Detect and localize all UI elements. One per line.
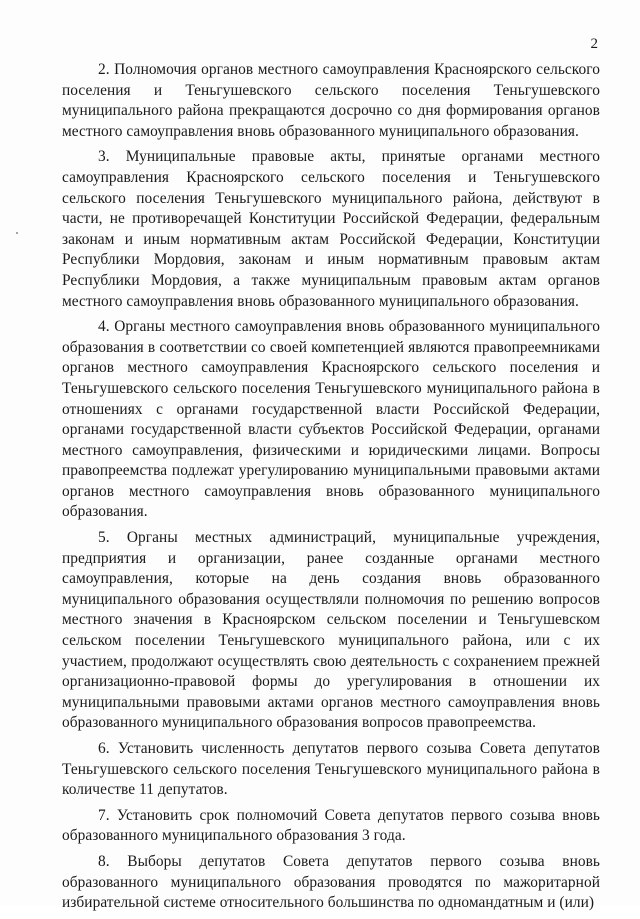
paragraph-8: 8. Выборы депутатов Совета депутатов первого созыва вновь образованного муниципального образования проводятся по мажоритарной избирательной системе относительного большинства по одномандатным и (или) [62, 852, 600, 912]
paragraph-6: 6. Установить численность депутатов первого созыва Совета депутатов Теньгушевского сельского поселения Теньгушевского муниципального района в количестве 11 депутатов. [62, 740, 600, 799]
page-number: 2 [590, 36, 598, 52]
paragraph-3: 3. Муниципальные правовые акты, принятые органами местного самоуправления Красноярского сельского поселения и Теньгушевского сельского поселения Теньгушевского муниципального района, действуют в части, не противоречащей Конституции Российской Федерации, федеральным законам и иным нормативным актам Российской Федерации, Конституции Республики Мордовия, законам и иным нормативным правовым актам Республики Мордовия, а также муниципальным правовым актам органов местного самоуправления вновь образованного муниципального образования. [62, 148, 600, 310]
scan-speck [16, 232, 18, 234]
paragraph-5: 5. Органы местных администраций, муниципальные учреждения, предприятия и организации, ранее созданные органами местного самоуправления, которые на день создания вновь образованного муниципального образования осуществляли полномочия по решению вопросов местного значения в Красноярском сельском поселении и Теньгушевском сельском поселении Теньгушевского муниципального района, или с их участием, продолжают осуществлять свою деятельность с сохранением прежней организационно-правовой формы до урегулирования в отношении их муниципальными правовыми актами органов местного самоуправления вновь образованного муниципального образования вопросов правопреемства. [62, 529, 600, 732]
paragraph-2: 2. Полномочия органов местного самоуправления Красноярского сельского поселения и Теньгушевского сельского поселения Теньгушевского муниципального района прекращаются досрочно со дня формирования органов местного самоуправления вновь образованного муниципального образования. [62, 61, 600, 140]
document-body [62, 60, 600, 919]
paragraph-4: 4. Органы местного самоуправления вновь образованного муниципального образования в соответствии со своей компетенцией являются правопреемниками органов местного самоуправления Красноярского сельского поселения и Теньгушевского сельского поселения Теньгушевского муниципального района в отношениях с органами государственной власти Российской Федерации, органами государственной власти субъектов Российской Федерации, органами местного самоуправления, физическими и юридическими лицами. Вопросы правопреемства подлежат урегулированию муниципальными правовыми актами органов местного самоуправления вновь образованного муниципального образования. [62, 318, 600, 521]
paragraph-7: 7. Установить срок полномочий Совета депутатов первого созыва вновь образованного муниципального образования 3 года. [62, 806, 600, 845]
